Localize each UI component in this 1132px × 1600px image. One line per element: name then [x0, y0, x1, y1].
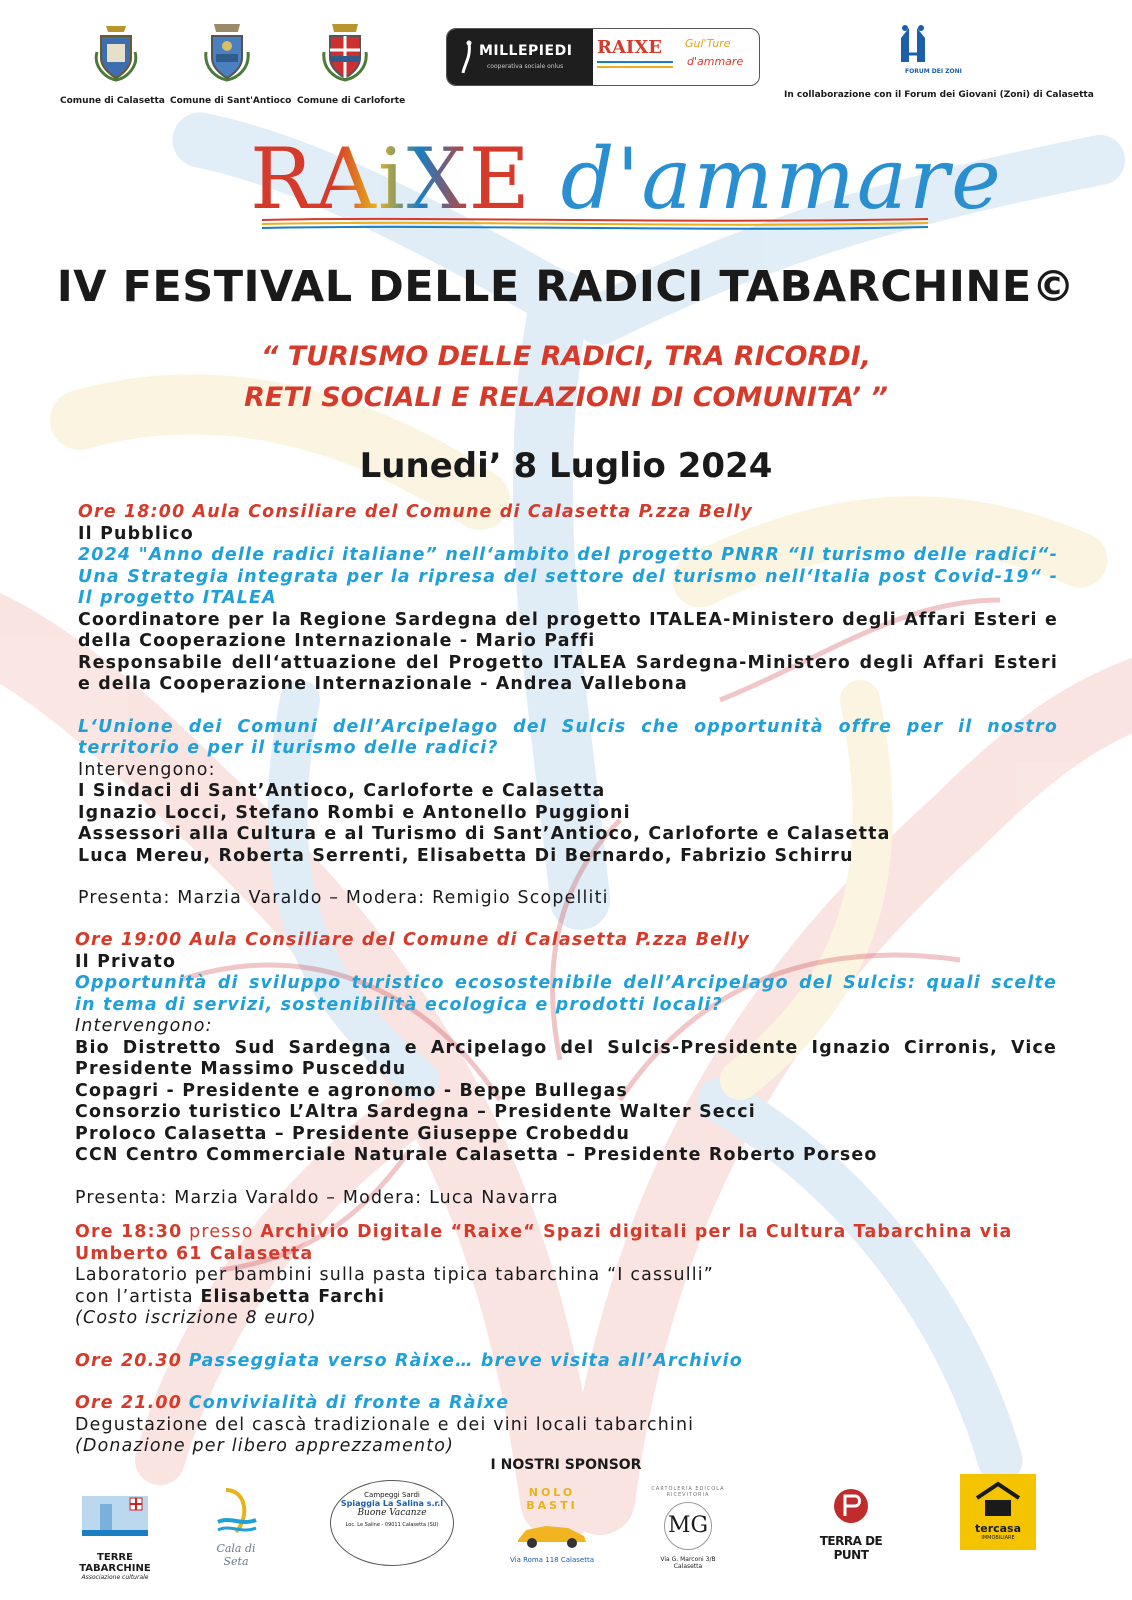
spacer	[78, 696, 1058, 717]
millepiedi-logo	[447, 29, 593, 85]
sponsor-terre-tabarchine	[60, 1486, 170, 1581]
spacer	[78, 867, 1058, 888]
spiaggia-line3: Buone Vacanze	[357, 1508, 427, 1518]
coat-label-carloforte: Comune di Carloforte	[297, 96, 406, 106]
session3-presso: presso	[189, 1222, 254, 1242]
session1-speaker1: Coordinatore per la Regione Sardegna del progetto ITALEA-Ministero degli Affari Esteri e della Cooperazione Internazionale - Mario Paffi	[78, 609, 1058, 651]
session3-line2-pre: con l’artista	[75, 1286, 194, 1307]
header	[0, 0, 1132, 110]
session4-line	[75, 1351, 1057, 1373]
session3-time: Ore 18:30	[75, 1222, 183, 1242]
carloforte-coat-of-arms-icon	[322, 22, 368, 82]
house-icon	[973, 1480, 1023, 1518]
session3-line1: Laboratorio per bambini sulla pasta tipica tabarchina “I cassulli”	[75, 1265, 714, 1285]
terra-de-punt-logo-icon	[831, 1486, 871, 1526]
millepiedi-centipede-icon	[459, 39, 475, 75]
session4-time: Ore 20.30	[75, 1350, 183, 1371]
santantioco-coat-of-arms-icon	[204, 22, 250, 82]
session2-topic: Opportunità di sviluppo turistico ecosostenibile dell’Arcipelago del Sulcis: quali scelte in tema di servizi, sostenibilità ecologica e prodotti locali?	[75, 973, 1057, 1015]
coat-label-calasetta: Comune di Calasetta	[60, 96, 165, 106]
session3-artist: Elisabetta Farchi	[200, 1286, 386, 1307]
session1-line: Assessori alla Cultura e al Turismo di Sant’Antioco, Carloforte e Calasetta	[78, 824, 891, 844]
theme-subtitle-line1: “ TURISMO DELLE RADICI, TRA RICORDI,	[260, 341, 872, 372]
session2-line: Bio Distretto Sud Sardegna e Arcipelago del Sulcis-Presidente Ignazio Cirronis, Vice Presidente Massimo Pusceddu	[75, 1037, 1057, 1079]
session5-text: Convivialità di fronte a Ràixe	[188, 1393, 510, 1413]
spacer	[75, 1372, 1057, 1393]
raixe-small-underline-2	[597, 66, 673, 68]
spiaggia-line1: Campeggi Sardi	[364, 1491, 420, 1499]
sponsor-tercasa	[960, 1474, 1036, 1550]
session1-speaker2: Responsabile dell‘attuazione del Progetto ITALEA Sardegna-Ministero degli Affari Esteri e della Cooperazione Internazionale - Andrea Vallebona	[78, 652, 1058, 694]
program-block-1	[78, 502, 1058, 910]
session5-line	[75, 1393, 1057, 1415]
sponsor-spiaggia-la-salina	[330, 1480, 454, 1566]
session4-text: Passeggiata verso Ràixe… breve visita all’Archivio	[188, 1350, 743, 1371]
mg-arc-text: CARTOLERIA EDICOLA RICEVITORIA	[651, 1486, 725, 1498]
festival-title: IV FESTIVAL DELLE RADICI TABARCHINE©	[56, 262, 1076, 312]
forum-logo-text: FORUM DEI ZONI	[905, 68, 962, 75]
millepiedi-name: MILLEPIEDI	[479, 43, 573, 59]
session2-line: Copagri - Presidente e agronomo - Beppe Bullegas	[75, 1080, 628, 1101]
gustare-logo-line1: Gul'Ture	[685, 37, 731, 50]
spiaggia-line4: Loc. Le Saline - 09011 Calasetta (SU)	[345, 1522, 439, 1528]
spacer	[75, 1330, 1057, 1351]
session2-line: CCN Centro Commerciale Naturale Calasetta – Presidente Roberto Porseo	[75, 1145, 878, 1165]
nolo-basti-name: NOLO BASTI	[526, 1486, 578, 1512]
session1-heading: Ore 18:00 Aula Consiliare del Comune di Calasetta P.zza Belly	[78, 502, 754, 522]
terre-tabarchine-logo-icon	[60, 1486, 170, 1546]
session3-heading	[75, 1222, 1057, 1265]
mg-logo: MG	[664, 1502, 712, 1550]
mg-address: Via G. Marconi 3/B Calasetta	[660, 1556, 716, 1570]
session1-topic2: L‘Unione dei Comuni dell’Arcipelago del Sulcis che opportunità offre per il nostro territorio e per il turismo delle radici?	[78, 716, 1058, 758]
logo-word-raixe: RAiXE	[250, 130, 532, 228]
partner-logos-banner	[446, 28, 760, 86]
session1-line: Luca Mereu, Roberta Serrenti, Elisabetta Di Bernardo, Fabrizio Schirru	[78, 845, 854, 866]
session1-line: I Sindaci di Sant’Antioco, Carloforte e Calasetta	[78, 781, 606, 801]
spacer	[75, 1167, 1057, 1188]
sponsor-nolo-basti	[502, 1486, 602, 1576]
session1-topic: 2024 "Anno delle radici italiane” nell‘ambito del progetto PNRR “Il turismo delle radici“- Una Strategia integrata per la ripresa del settore del turismo nell‘Italia post Covid-19“ - Il progetto ITALEA	[78, 545, 1058, 608]
session5-description: Degustazione del cascà tradizionale e dei vini locali tabarchini	[75, 1414, 695, 1435]
session1-section: Il Pubblico	[78, 523, 194, 544]
sponsor-mg-cartoleria	[648, 1486, 728, 1576]
terre-tabarchine-sub: Associazione culturale	[81, 1574, 149, 1581]
session2-line: Proloco Calasetta – Presidente Giuseppe Crobeddu	[75, 1123, 631, 1144]
cala-di-seta-name: Cala di Seta	[216, 1542, 256, 1568]
session1-line: Ignazio Locci, Stefano Rombi e Antonello Puggioni	[78, 802, 631, 823]
forum-dei-zoni-logo-icon	[893, 24, 933, 64]
nolo-basti-address: Via Roma 118 Calasetta	[510, 1556, 594, 1564]
tercasa-name: tercasa	[974, 1522, 1022, 1535]
spacer	[75, 1209, 1057, 1222]
session2-presenta: Presenta: Marzia Varaldo – Modera: Luca Navarra	[75, 1187, 559, 1208]
terre-tabarchine-name: TERRE TABARCHINE	[79, 1552, 151, 1574]
raixe-small-underline	[597, 61, 673, 63]
calasetta-coat-of-arms-icon	[93, 22, 139, 82]
session3-note: (Costo iscrizione 8 euro)	[75, 1308, 317, 1328]
event-date: Lunedi’ 8 Luglio 2024	[359, 446, 773, 486]
sponsor-cala-di-seta	[206, 1486, 266, 1576]
sponsors-title: I NOSTRI SPONSOR	[490, 1457, 642, 1473]
theme-subtitle-line2: RETI SOCIALI E RELAZIONI DI COMUNITA’ ”	[244, 382, 888, 413]
session2-section: Il Privato	[75, 951, 177, 972]
logo-wave-lines	[262, 216, 928, 232]
logo-word-dammare: d'ammare	[560, 130, 1003, 228]
car-icon	[512, 1512, 592, 1552]
collaboration-text: In collaborazione con il Forum dei Giovani (Zoni) di Calasetta	[784, 90, 1094, 100]
gustare-logo-line2: d'ammare	[687, 55, 744, 68]
tercasa-sub: IMMOBILIARE	[981, 1535, 1015, 1541]
raixe-dammare-logo	[250, 130, 1003, 228]
millepiedi-subtitle: cooperativa sociale onlus	[487, 63, 564, 70]
session2-intervengono: Intervengono:	[75, 1016, 213, 1036]
cala-di-seta-logo-icon	[206, 1486, 266, 1538]
terra-de-punt-name: TERRA DE PUNT	[819, 1534, 883, 1562]
session1-presenta: Presenta: Marzia Varaldo – Modera: Remigio Scopelliti	[78, 888, 609, 908]
session3-place: Archivio Digitale “Raixe“ Spazi digitali per la Cultura Tabarchina via Umberto 61 Calasetta	[75, 1222, 1013, 1264]
session1-intervengono: Intervengono:	[78, 759, 216, 780]
program-block-2	[75, 930, 1057, 1458]
session3-line2	[75, 1287, 1057, 1309]
spiaggia-line2: Spiaggia La Salina s.r.l	[340, 1499, 444, 1508]
raixe-small-logo: RAIXE	[597, 37, 663, 58]
coat-label-santantioco: Comune di Sant'Antioco	[170, 96, 292, 106]
session2-line: Consorzio turistico L’Altra Sardegna – Presidente Walter Secci	[75, 1102, 756, 1122]
session2-heading: Ore 19:00 Aula Consiliare del Comune di Calasetta P.zza Belly	[75, 930, 751, 950]
session5-time: Ore 21.00	[75, 1393, 183, 1413]
sponsor-terra-de-punt	[806, 1486, 896, 1576]
session5-note: (Donazione per libero apprezzamento)	[75, 1436, 455, 1456]
